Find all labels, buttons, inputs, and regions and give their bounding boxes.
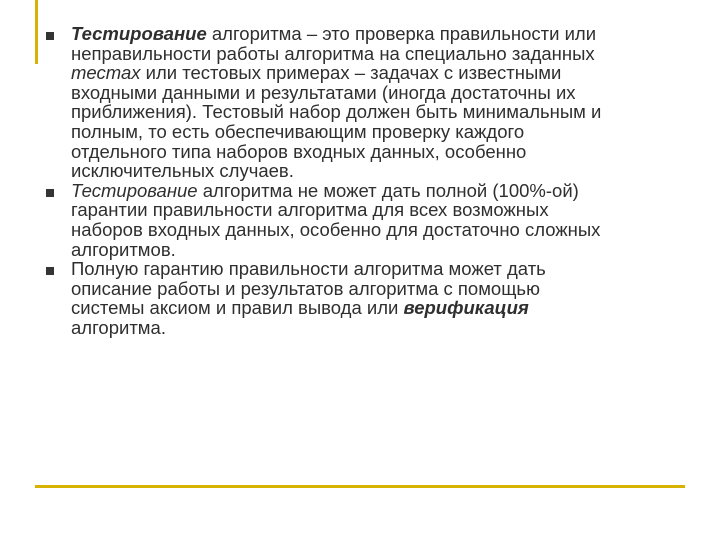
square-bullet-icon: [46, 32, 54, 40]
text-segment: гарантии правильности алгоритма для всех возможных: [71, 199, 549, 221]
text-segment: отдельного типа наборов входных данных, особенно: [71, 140, 527, 162]
text-segment: Тестирование: [71, 179, 198, 201]
text-line: [71, 220, 694, 240]
bullet-item: [44, 181, 694, 259]
text-line: [71, 24, 694, 44]
text-segment: верификация: [403, 297, 529, 319]
text-line: [71, 142, 694, 162]
text-segment: Тестирование: [71, 23, 207, 44]
text-segment: полным, то есть обеспечивающим проверку каждого: [71, 120, 525, 142]
text-segment: описание работы и результатов алгоритма с помощью: [71, 277, 540, 299]
text-line: [71, 161, 694, 181]
accent-vertical-line: [35, 0, 38, 64]
text-line: [71, 181, 694, 201]
text-line: [71, 279, 694, 299]
text-segment: приближения). Тестовый набор должен быть минимальным и: [71, 101, 602, 123]
text-segment: алгоритма – это проверка правильности или: [206, 23, 597, 44]
accent-horizontal-line: [35, 485, 685, 488]
text-line: [71, 318, 694, 338]
text-segment: алгоритма не может дать полной (100%-ой): [197, 179, 579, 201]
text-segment: исключительных случаев.: [71, 160, 294, 182]
text-line: [71, 63, 694, 83]
text-line: [71, 200, 694, 220]
text-segment: алгоритмов.: [71, 238, 176, 260]
text-segment: алгоритма.: [71, 316, 166, 338]
text-segment: системы аксиом и правил вывода или: [71, 297, 404, 319]
bullet-item: [44, 24, 694, 181]
text-segment: Полную гарантию правильности алгоритма может дать: [71, 258, 546, 280]
text-line: [71, 102, 694, 122]
text-line: [71, 298, 694, 318]
text-segment: тестах: [71, 62, 141, 84]
text-segment: или тестовых примерах – задачах с известными: [140, 62, 562, 84]
square-bullet-icon: [46, 189, 54, 197]
text-segment: неправильности работы алгоритма на специально заданных: [71, 42, 595, 64]
slide-body: [44, 24, 694, 338]
text-segment: наборов входных данных, особенно для достаточно сложных: [71, 218, 601, 240]
square-bullet-icon: [46, 267, 54, 275]
bullet-item: [44, 259, 694, 337]
text-line: [71, 122, 694, 142]
text-line: [71, 259, 694, 279]
text-line: [71, 83, 694, 103]
text-line: [71, 44, 694, 64]
text-segment: входными данными и результатами (иногда достаточны их: [71, 81, 576, 103]
text-line: [71, 240, 694, 260]
